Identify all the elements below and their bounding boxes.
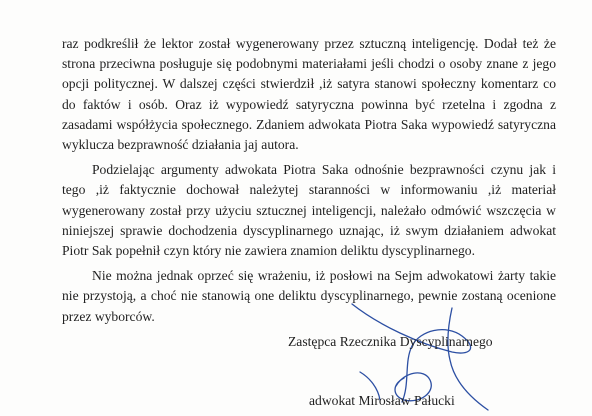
- document-body: [62, 34, 556, 327]
- paragraph-2: Podzielając argumenty adwokata Piotra Saka odnośnie bezprawności czynu jak i tego ,iż faktycznie dochował należytej staranności w informowaniu ,iż materiał wygenerowany został przy użyciu sztucznej inteligencji, należało odmówić wszczęcia w niniejszej sprawie dochodzenia dyscyplinarnego uznając, iż swym działaniem adwokat Piotr Sak popełnił czyn który nie zawiera znamion deliktu dyscyplinarnego.: [62, 162, 556, 259]
- paragraph-3: Nie można jednak oprzeć się wrażeniu, iż posłowi na Sejm adwokatowi żarty takie nie przystoją, a choć nie stanowią one deliktu dyscyplinarnego, pewnie zostaną ocenione przez wyborców.: [62, 268, 556, 324]
- paragraph-1: raz podkreślił że lektor został wygenerowany przez sztuczną inteligencję. Dodał też że strona przeciwna posługuje się podobnymi materiałami jeśli chodzi o osoby znane z jego opcji politycznej. W dalszej części stwierdził ,iż satyra stanowi społeczny komentarz co do faktów i osób. Oraz iż wypowiedź satyryczna powinna być rzetelna i zgodna z zasadami współżycia społecznego. Zdaniem adwokata Piotra Saka wypowiedź satyryczna wyklucza bezprawność działania jaj autora.: [62, 36, 556, 153]
- signature-title: Zastępca Rzecznika Dyscyplinarnego: [288, 334, 493, 349]
- signature-name: adwokat Mirosław Pałucki: [309, 393, 455, 408]
